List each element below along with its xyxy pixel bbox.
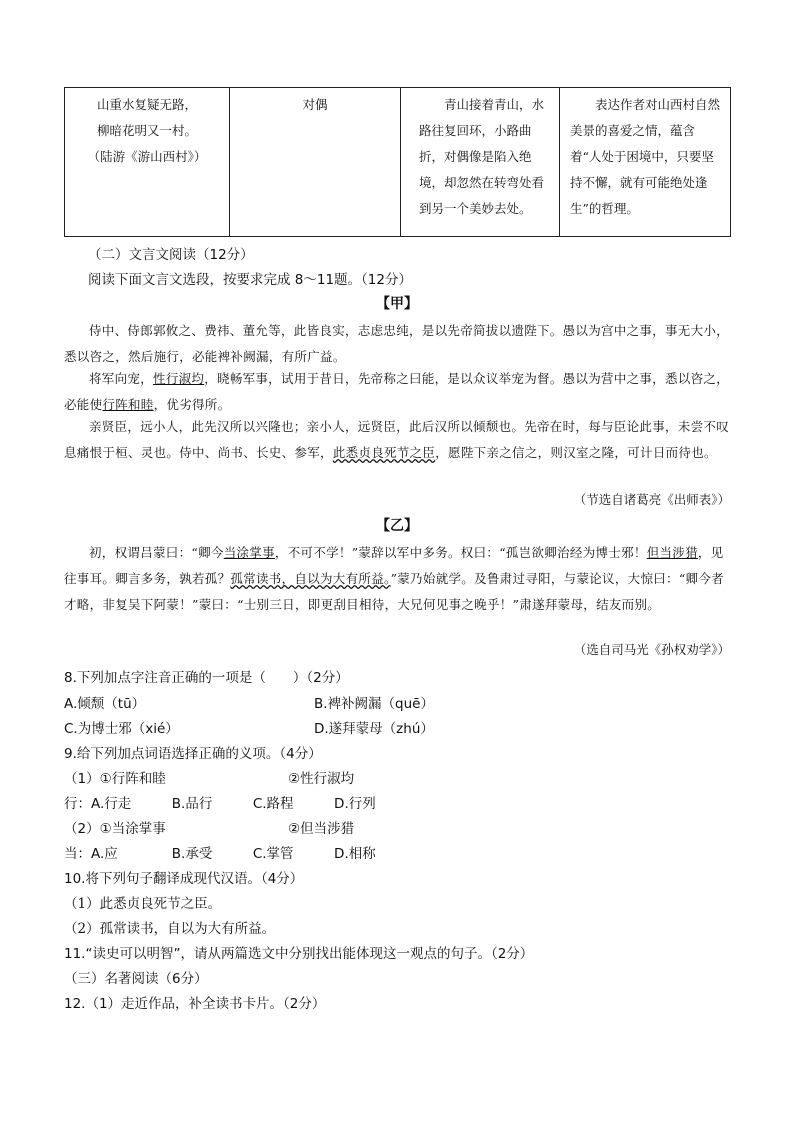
wavy-underlined-sentence: 此悉贞良死节之臣: [332, 445, 436, 460]
section-heading-classics: （三）名著阅读（6分）: [64, 971, 208, 987]
question-8: 8.下列加点字注音正确的一项是（ ）（2分）: [64, 670, 349, 686]
technique-text: 对偶: [302, 97, 328, 112]
table-row: [65, 88, 731, 237]
emotion-text: 表达作者对山西村自然美景的喜爱之情，蕴含着“人处于困境中，只要坚持不懈，就有可能绝处逢生”的哲理。: [570, 97, 721, 216]
jia-source: （节选自诸葛亮《出师表》）: [573, 492, 730, 507]
q9-item-2b: ②但当涉猎: [288, 821, 355, 837]
q10-sentence-2: （2）孤常读书，自以为大有所益。: [64, 921, 276, 937]
poem-line-1: 山重水复疑无路，: [96, 97, 197, 112]
effect-cell: [401, 88, 560, 237]
jia-paragraph-1: 侍中、侍郎郭攸之、费祎、董允等，此皆良实，志虑忠纯，是以先帝简拔以遗陛下。愚以为宫中之事，事无大小，悉以咨之，然后施行，必能裨补阙漏，有所广益。: [64, 323, 730, 364]
poem-line-2: 柳暗花明又一村。: [96, 123, 197, 138]
poem-cell: [65, 88, 230, 237]
yi-p1-text-a: 初，权谓吕蒙曰：“卿今: [89, 545, 224, 560]
reading-instruction: 阅读下面文言文选段，按要求完成 8～11题。（12分）: [88, 272, 412, 288]
q8-option-c: C.为博士邪（xié）: [64, 721, 179, 737]
q8-option-a: A.倾颓（tū）: [64, 696, 146, 712]
q9-item-2a: （2）①当涂掌事: [64, 821, 166, 837]
passage-label-jia: 【甲】: [376, 296, 418, 312]
underlined-phrase: 性行淑均: [153, 371, 205, 386]
q9-options-1: 行：A.行走 B.品行 C.路程 D.行列: [64, 796, 376, 812]
yi-p1-text-c: ，见往事耳。卿言多务，孰若孤？: [64, 545, 724, 586]
jia-p3-text-a: 亲贤臣，远小人，此先汉所以兴隆也；亲小人，远贤臣，此后汉所以倾颓也。先帝在时，每与臣论此事，未尝不叹息痛恨于桓、灵也。侍中、尚书、长史、参军，: [64, 419, 730, 460]
jia-p3-text-b: ，愿陛下亲之信之，则汉室之隆，可计日而待也。: [435, 445, 717, 460]
q9-item-1a: （1）①行阵和睦: [64, 771, 166, 787]
question-9: 9.给下列加点词语选择正确的义项。（4分）: [64, 746, 322, 762]
q9-options-2: 当：A.应 B.承受 C.掌管 D.相称: [64, 846, 376, 862]
underlined-phrase: 行阵和睦: [102, 397, 154, 412]
passage-label-yi: 【乙】: [376, 518, 418, 534]
poem-analysis-table: [64, 87, 731, 237]
q8-option-d: D.遂拜蒙母（zhú）: [314, 721, 434, 737]
q9-item-1b: ②性行淑均: [288, 771, 355, 787]
underlined-phrase: 当涂掌事: [223, 545, 275, 560]
yi-paragraph-1: [64, 540, 732, 618]
jia-paragraph-3: [64, 414, 732, 466]
yi-p1-text-d: ”蒙乃始就学。及鲁肃过寻阳，与蒙论议，大惊曰：“卿今者才略，非复吴下阿蒙！”蒙曰：“士别三日，即更刮目相待，大兄何见事之晚乎！”肃遂拜蒙母，结友而别。: [64, 571, 724, 612]
jia-p2-text-a: 将军向宠，: [89, 371, 154, 386]
poem-source: （陆游《游山西村》）: [87, 149, 207, 164]
question-10: 10.将下列句子翻译成现代汉语。（4分）: [64, 871, 304, 887]
q8-option-b: B.裨补阙漏（quē）: [314, 696, 434, 712]
jia-p2-text-c: ，优劣得所。: [153, 397, 231, 412]
underlined-phrase: 但当涉猎: [646, 545, 698, 560]
effect-text: 青山接着青山，水路往复回环，小路曲折，对偶像是陷入绝境，却忽然在转弯处看到另一个美妙去处。: [419, 97, 545, 216]
q10-sentence-1: （1）此悉贞良死节之臣。: [64, 896, 222, 912]
wavy-underlined-sentence: 孤常读书，自以为大有所益。: [230, 571, 391, 586]
jia-p2-text-b: ，晓畅军事，试用于昔日，先帝称之曰能，是以众议举宠为督。愚以为营中之事，悉以咨之，必能使: [64, 371, 730, 412]
question-12: 12.（1）走近作品，补全读书卡片。（2分）: [64, 996, 326, 1012]
yi-source: （选自司马光《孙权劝学》）: [573, 642, 730, 657]
emotion-cell: [560, 88, 731, 237]
technique-cell: [230, 88, 401, 237]
section-heading-classical: （二）文言文阅读（12分）: [88, 247, 254, 263]
question-11: 11.“读史可以明智”，请从两篇选文中分别找出能体现这一观点的句子。（2分）: [64, 946, 534, 962]
yi-p1-text-b: ，不可不学！”蒙辞以军中多务。权曰：“孤岂欲卿治经为博士邪！: [274, 545, 647, 560]
jia-paragraph-2: [64, 366, 732, 418]
